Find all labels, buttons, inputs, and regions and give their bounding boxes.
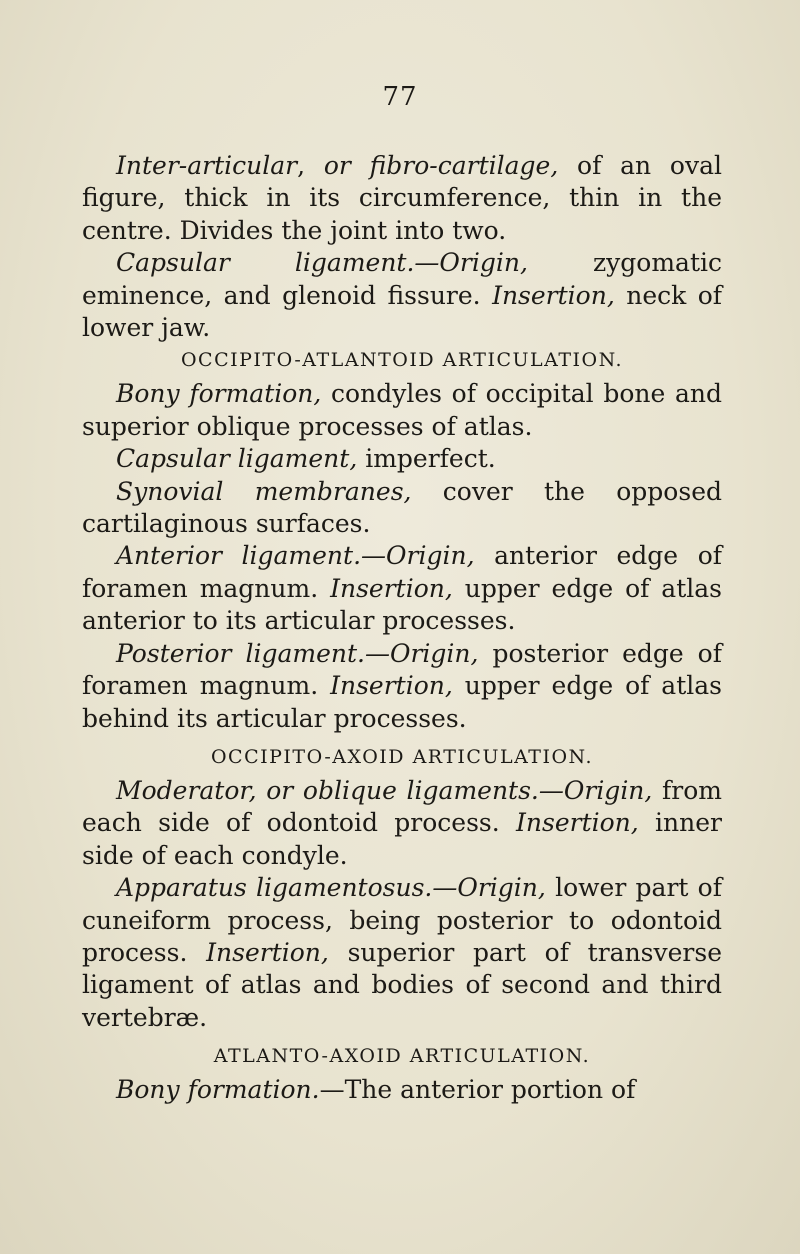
paragraph [82, 378, 722, 443]
section-heading: OCCIPITO-ATLANTOID ARTICULATION. [180, 349, 624, 372]
italic-term: Bony formation. [116, 1075, 320, 1105]
italic-term: Insertion, [206, 937, 329, 967]
paragraph [82, 775, 722, 872]
text-run: condyles of occipital bone and superior oblique processes of atlas. [82, 379, 722, 441]
italic-term: Inter-articular [116, 151, 298, 180]
text-run: cover the opposed cartilaginous surfaces. [82, 476, 722, 539]
italic-term: Insertion, [330, 573, 453, 603]
text-run: anterior edge of foramen magnum. [82, 541, 723, 603]
paragraph [82, 638, 722, 735]
text-run: —The anterior portion of [319, 1075, 636, 1105]
italic-term: Insertion, [516, 808, 639, 838]
paragraph [82, 443, 722, 475]
page-number: 77 [382, 82, 418, 112]
paragraph [82, 1074, 722, 1106]
paragraph [82, 247, 722, 344]
text-run: of an oval figure, thick in its circumference, thin in the centre. Divides the joint into two. [82, 151, 722, 245]
text-run: zygomatic eminence, and glenoid fissure. [82, 248, 723, 310]
italic-term: Anterior ligament.—Origin, [116, 541, 475, 571]
italic-term: Capsular ligament.—Origin, [116, 248, 528, 278]
section-heading: OCCIPITO-AXOID ARTICULATION. [210, 745, 593, 768]
italic-term: or fibro-cartilage, [323, 151, 559, 180]
italic-term: Insertion, [330, 671, 453, 701]
text-run: inner side of each condyle. [82, 808, 722, 870]
italic-term: or oblique ligaments.—Origin, [266, 775, 653, 805]
text-run: imperfect. [357, 444, 496, 474]
section-heading: ATLANTO-AXOID ARTICULATION. [213, 1045, 591, 1068]
body-text [82, 150, 722, 1107]
text-run: , [297, 151, 324, 180]
paragraph [82, 150, 722, 247]
text-run: lower part of cuneiform process, being posterior to odontoid process. [82, 873, 722, 967]
italic-term: Synovial membranes, [116, 476, 412, 506]
paragraph [82, 872, 722, 1034]
italic-term: Moderator, [116, 775, 257, 805]
paragraph [82, 540, 722, 637]
italic-term: Capsular ligament, [116, 444, 358, 474]
italic-term: Bony formation, [116, 379, 322, 409]
paragraph [82, 476, 722, 541]
italic-term: Insertion, [492, 280, 615, 310]
italic-term: Apparatus ligamentosus.—Origin, [116, 873, 546, 903]
text-run: upper edge of atlas anterior to its articular processes. [82, 573, 722, 636]
text-run [257, 776, 267, 805]
text-run: superior part of transverse ligament of atlas and bodies of second and third vertebræ. [82, 937, 723, 1032]
italic-term: Posterior ligament.—Origin, [116, 638, 479, 668]
text-run: posterior edge of foramen magnum. [82, 638, 722, 701]
text-run: neck of lower jaw. [82, 280, 723, 343]
text-run: upper edge of atlas behind its articular processes. [82, 671, 722, 733]
text-run: from each side of odontoid process. [82, 775, 722, 838]
